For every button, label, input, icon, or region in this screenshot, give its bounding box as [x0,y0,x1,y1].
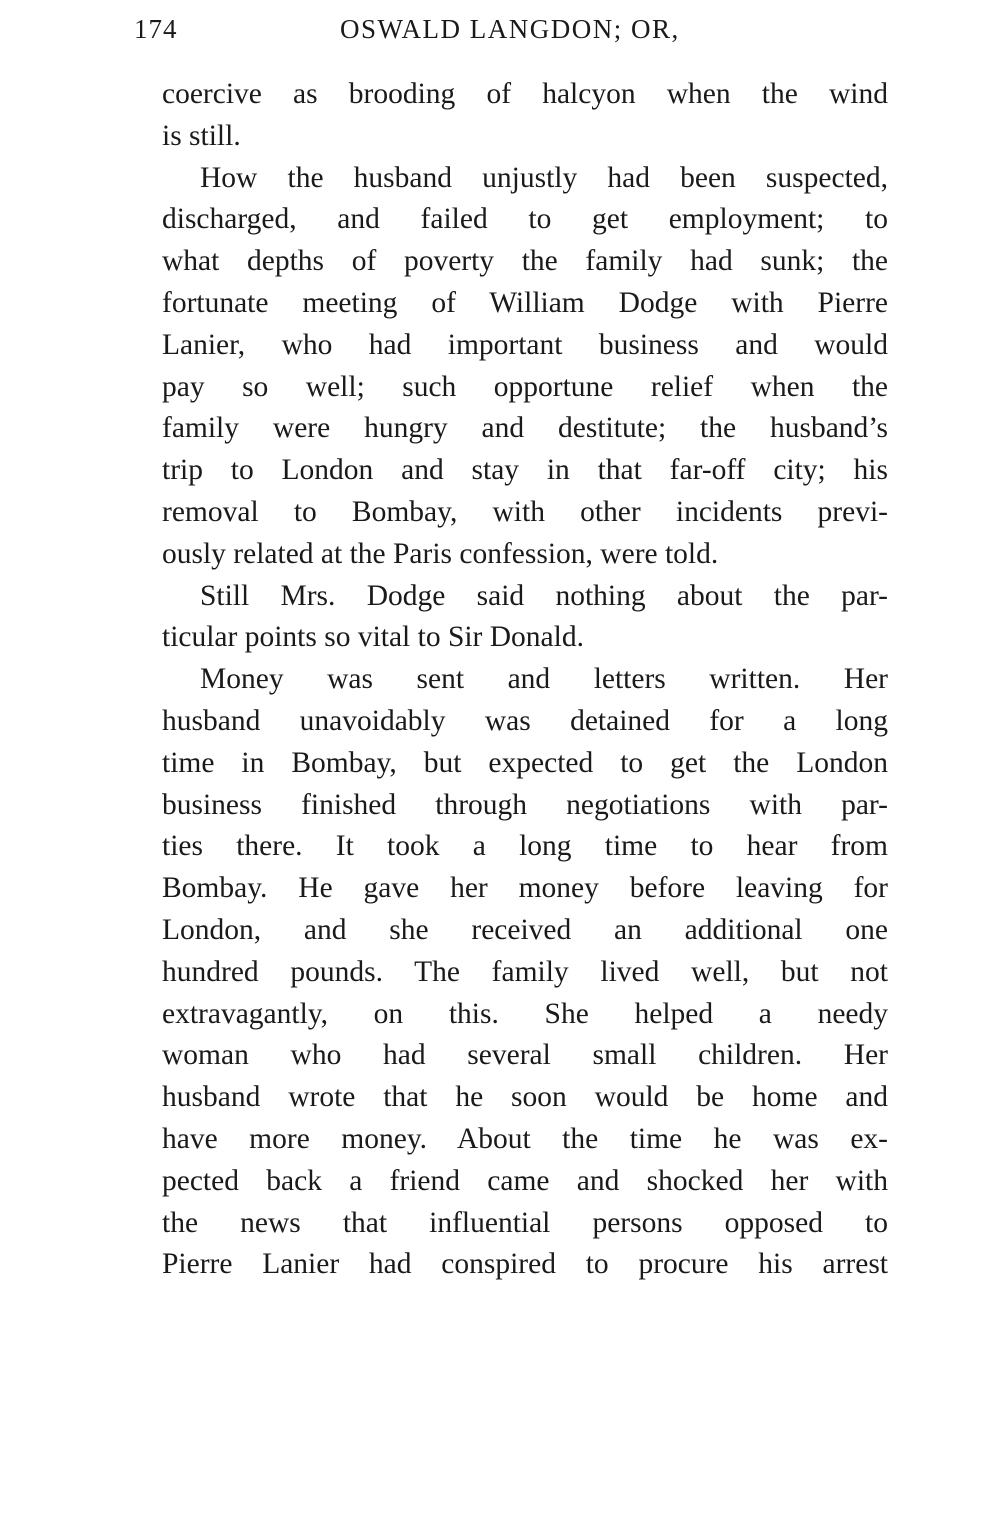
text-line: extravagantly, on this. She helped a needy [162,997,888,1030]
text-line: ticular points so vital to Sir Donald. [162,621,584,654]
text-line: Lanier, who had important business and would [162,328,888,361]
text-line: London, and she received an additional one [162,913,888,946]
text-line: have more money. About the time he was ex- [162,1122,888,1155]
text-line: business finished through negotiations with par- [162,788,888,821]
text-line: time in Bombay, but expected to get the London [162,746,888,779]
text-line: the news that influential persons opposed to [162,1206,888,1239]
text-line: husband wrote that he soon would be home and [162,1081,888,1114]
text-line: what depths of poverty the family had sunk; the [162,245,888,278]
text-line: removal to Bombay, with other incidents previ- [162,495,888,528]
text-line: family were hungry and destitute; the husband’s [162,412,888,445]
text-line: trip to London and stay in that far-off city; his [162,454,888,487]
text-line: coercive as brooding of halcyon when the wind [162,78,888,110]
text-line: hundred pounds. The family lived well, but not [162,955,888,988]
text-line: is still. [162,119,241,152]
text-line: pay so well; such opportune relief when the [162,370,888,403]
text-line: ously related at the Paris confession, were told. [162,537,719,570]
page-number: 174 [134,14,178,44]
text-line: Still Mrs. Dodge said nothing about the par- [200,579,888,612]
running-title: OSWALD LANGDON; OR, [340,14,680,44]
text-line: Bombay. He gave her money before leaving for [162,872,888,905]
text-line: discharged, and failed to get employment; to [162,203,888,236]
text-line: pected back a friend came and shocked her with [162,1164,888,1197]
running-head [134,14,734,54]
text-line: woman who had several small children. Her [162,1039,888,1072]
body-text [162,74,888,1286]
text-line: fortunate meeting of William Dodge with Pierre [162,286,888,319]
text-line: Pierre Lanier had conspired to procure his arrest [162,1248,888,1281]
text-line: ties there. It took a long time to hear from [162,830,888,863]
text-line: How the husband unjustly had been suspected, [200,161,888,194]
text-line: Money was sent and letters written. Her [200,663,888,696]
text-line: husband unavoidably was detained for a long [162,704,888,737]
